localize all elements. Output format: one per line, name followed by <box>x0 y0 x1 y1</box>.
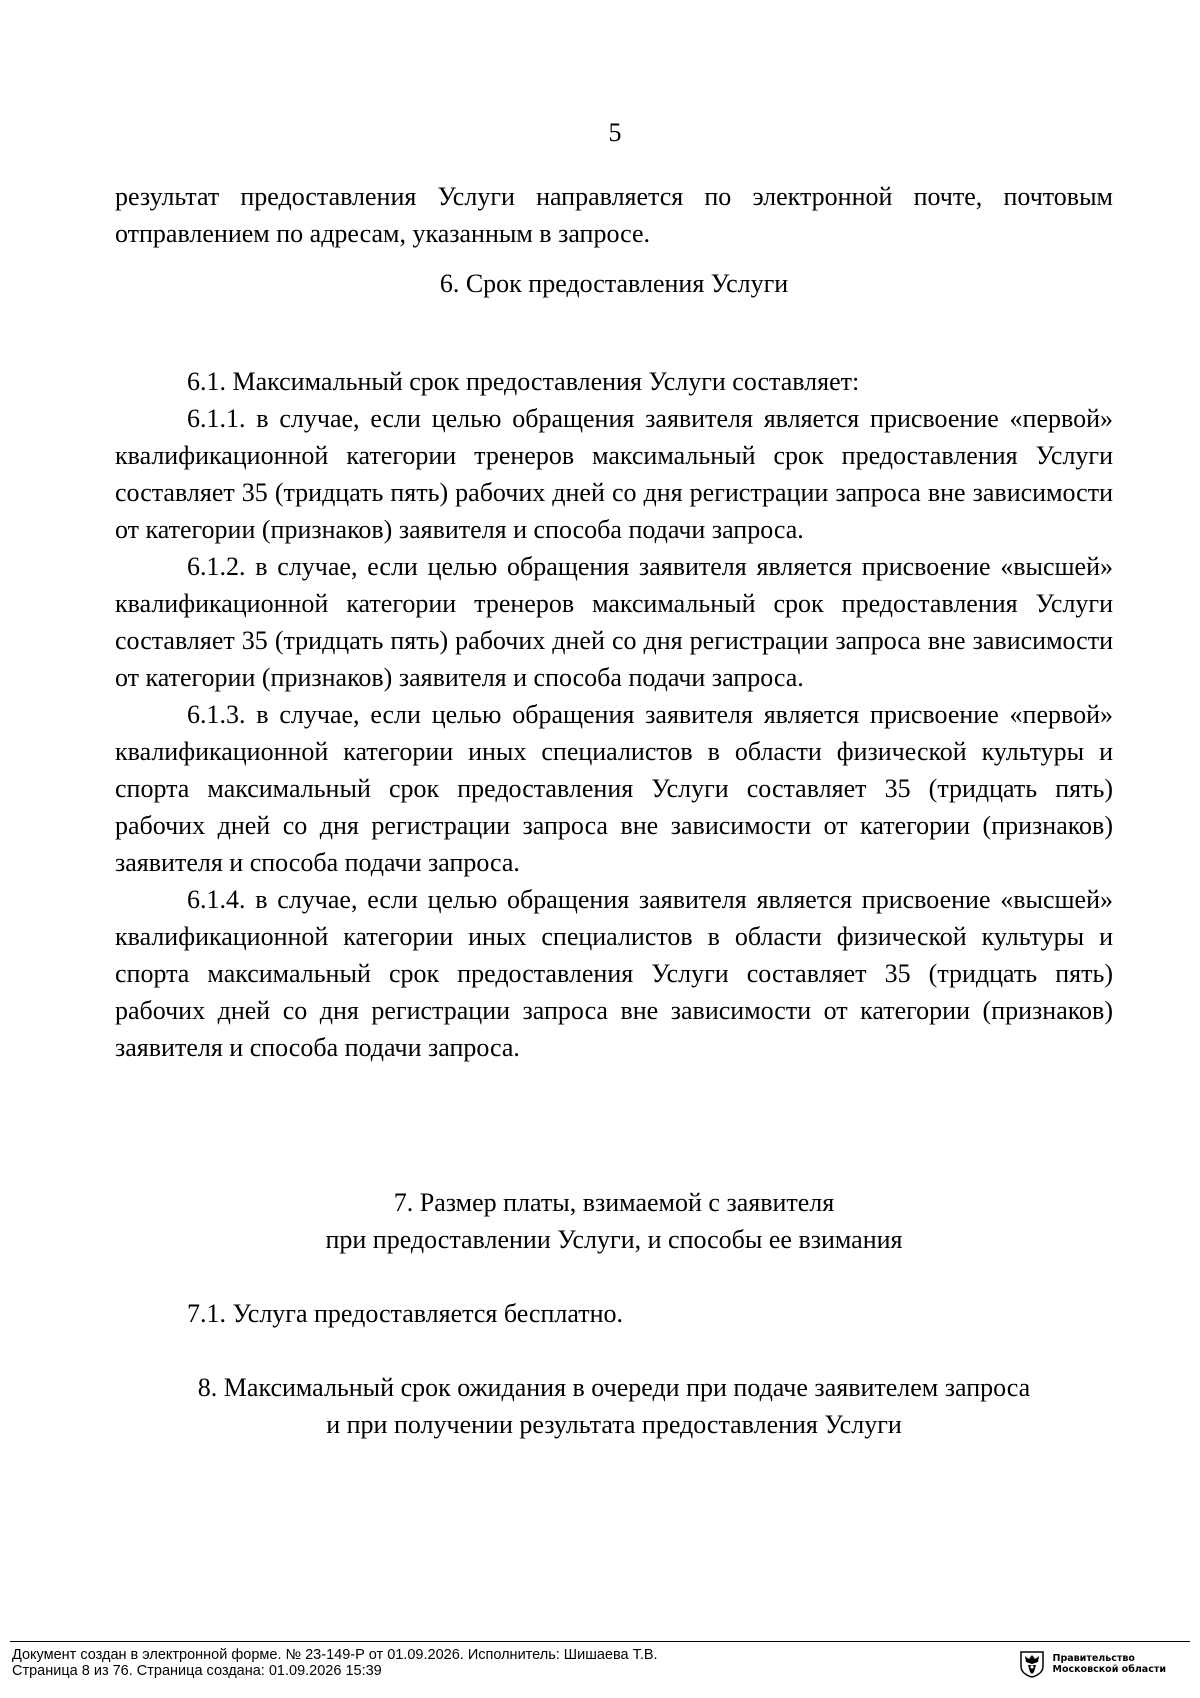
intro-line-2: отправлением по адресам, указанным в запросе. <box>115 219 651 248</box>
intro-paragraph <box>115 178 1113 252</box>
section-8-heading-line-2: и при получении результата предоставления Услуги <box>326 1410 902 1439</box>
government-logo <box>1019 1650 1167 1678</box>
section-8-heading-line-1: 8. Максимальный срок ожидания в очереди при подаче заявителем запроса <box>197 1373 1031 1402</box>
section-7-heading-line-1: 7. Размер платы, взимаемой с заявителя <box>393 1188 835 1217</box>
page-number: 5 <box>608 118 622 147</box>
coat-of-arms-icon <box>1019 1650 1045 1678</box>
section-7-heading <box>115 1184 1113 1258</box>
logo-line-2: Московской области <box>1052 1664 1166 1675</box>
paragraph-6-1-3: 6.1.3. в случае, если целью обращения заявителя является присвоение «первой» квалификационной категории иных специалистов в области физической культуры и спорта максимальный срок предоставления Услуги составляет 35 (тридцать пять) рабочих дней со дня регистрации запроса вне зависимости от категории (признаков) заявителя и способа подачи запроса. <box>115 700 1113 877</box>
paragraph-6-1-4: 6.1.4. в случае, если целью обращения заявителя является присвоение «высшей» квалификационной категории иных специалистов в области физической культуры и спорта максимальный срок предоставления Услуги составляет 35 (тридцать пять) рабочих дней со дня регистрации запроса вне зависимости от категории (признаков) заявителя и способа подачи запроса. <box>115 885 1113 1062</box>
logo-line-1: Правительство <box>1052 1653 1135 1664</box>
footer-line-1: Документ создан в электронной форме. № 23-149-Р от 01.09.2026. Исполнитель: Шишаева Т.В. <box>12 1647 658 1663</box>
section-8-heading <box>115 1369 1113 1443</box>
footer-divider <box>10 1641 1190 1642</box>
section-6-heading: 6. Срок предоставления Услуги <box>439 269 789 298</box>
paragraph-7-1: 7.1. Услуга предоставляется бесплатно. <box>187 1299 623 1328</box>
footer-meta <box>12 1647 658 1679</box>
paragraph-6-1-2: 6.1.2. в случае, если целью обращения заявителя является присвоение «высшей» квалификационной категории тренеров максимальный срок предоставления Услуги составляет 35 (тридцать пять) рабочих дней со дня регистрации запроса вне зависимости от категории (признаков) заявителя и способа подачи запроса. <box>115 552 1113 692</box>
footer-line-2: Страница 8 из 76. Страница создана: 01.09.2026 15:39 <box>12 1663 382 1679</box>
intro-line-1: результат предоставления Услуги направляется по электронной почте, почтовым <box>115 182 1113 211</box>
paragraph-6-1-1: 6.1.1. в случае, если целью обращения заявителя является присвоение «первой» квалификационной категории тренеров максимальный срок предоставления Услуги составляет 35 (тридцать пять) рабочих дней со дня регистрации запроса вне зависимости от категории (признаков) заявителя и способа подачи запроса. <box>115 404 1113 544</box>
paragraph-6-1: 6.1. Максимальный срок предоставления Услуги составляет: <box>187 367 860 396</box>
section-7-body <box>115 1295 1113 1332</box>
section-6-body <box>115 363 1113 1066</box>
section-7-heading-line-2: при предоставлении Услуги, и способы ее взимания <box>325 1225 903 1254</box>
logo-text <box>1053 1653 1167 1675</box>
